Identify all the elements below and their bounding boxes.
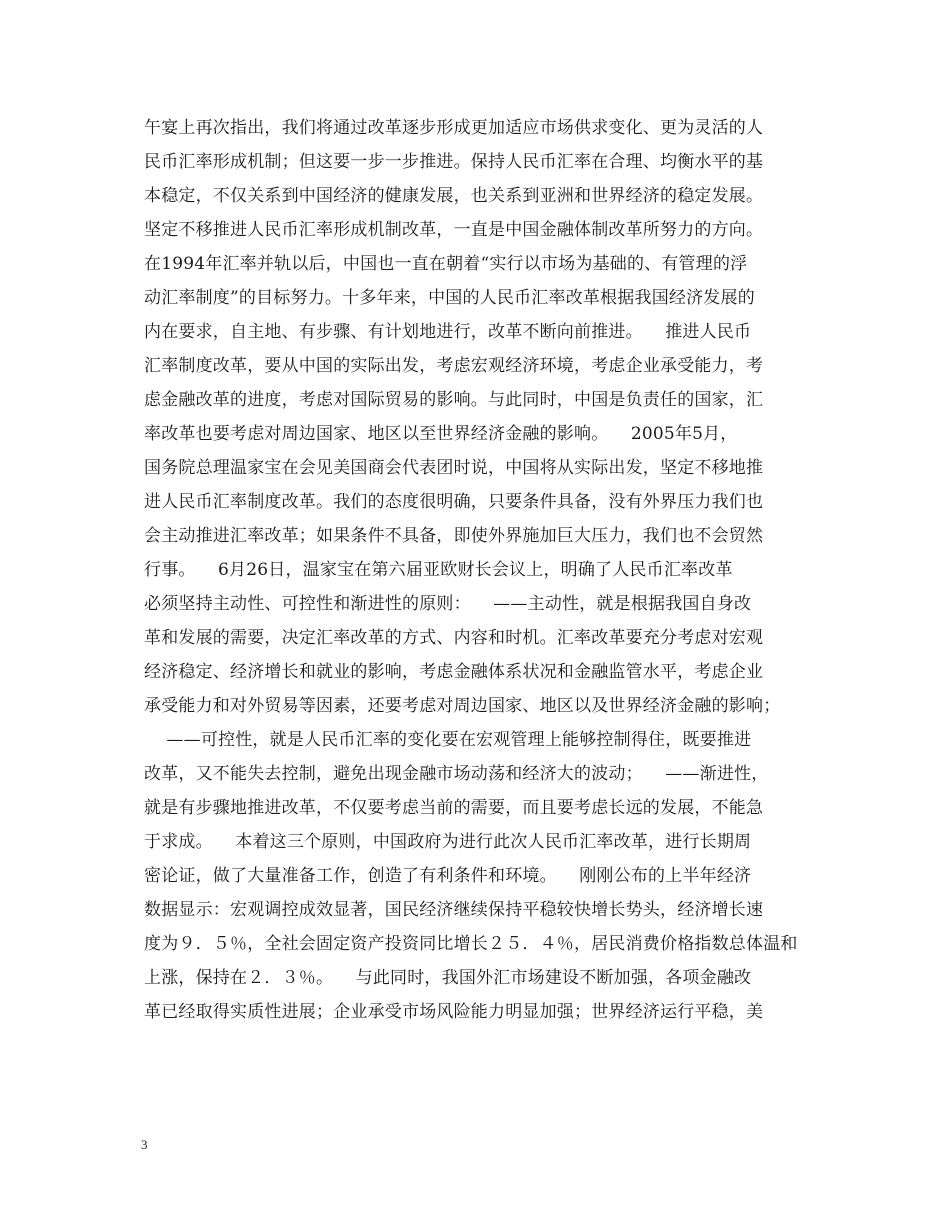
body-text-line: 进人民币汇率制度改革。我们的态度很明确，只要条件具备，没有外界压力我们也 [144,492,764,512]
body-text-line: 承受能力和对外贸易等因素，还要考虑对周边国家、地区以及世界经济金融的影响； [144,696,781,716]
body-text-line: 动汇率制度”的目标努力。十多年来，中国的人民币汇率改革根据我国经济发展的 [144,288,755,308]
body-text-line: 度为９．５％，全社会固定资产投资同比增长２５．４％，居民消费价格指数总体温和 [144,934,798,954]
body-text-line: 革和发展的需要，决定汇率改革的方式、内容和时机。汇率改革要充分考虑对宏观 [144,628,764,648]
body-text-line: 经济稳定、经济增长和就业的影响，考虑金融体系状况和金融监管水平，考虑企业 [144,662,764,682]
body-text-line: 在1994年汇率并轨以后，中国也一直在朝着“实行以市场为基础的、有管理的浮 [144,254,748,274]
body-text-line: 会主动推进汇率改革；如果条件不具备，即使外界施加巨大压力，我们也不会贸然 [144,526,764,546]
body-text-line: 率改革也要考虑对周边国家、地区以至世界经济金融的影响。 2005年5月， [144,424,738,444]
body-text-line: 坚定不移推进人民币汇率形成机制改革，一直是中国金融体制改革所努力的方向。 [144,220,764,240]
body-text-line: 午宴上再次指出，我们将通过改革逐步形成更加适应市场供求变化、更为灵活的人 [144,118,764,138]
body-text-line: 改革，又不能失去控制，避免出现金融市场动荡和经济大的波动； ——渐进性， [144,764,769,784]
body-text-line: 民币汇率形成机制；但这要一步一步推进。保持人民币汇率在合理、均衡水平的基 [144,152,764,172]
body-text-line: 行事。 6月26日，温家宝在第六届亚欧财长会议上，明确了人民币汇率改革 [144,560,733,580]
body-text-line: 数据显示：宏观调控成效显著，国民经济继续保持平稳较快增长势头，经济增长速 [144,900,764,920]
body-text-line: 内在要求，自主地、有步骤、有计划地进行，改革不断向前推进。 推进人民币 [144,322,752,342]
body-text-line: 上涨，保持在２．３％。 与此同时，我国外汇市场建设不断加强，各项金融改 [144,968,752,988]
body-text-line: 就是有步骤地推进改革，不仅要考虑当前的需要，而且要考虑长远的发展，不能急 [144,798,764,818]
body-text-line: 虑金融改革的进度，考虑对国际贸易的影响。与此同时，中国是负责任的国家，汇 [144,390,764,410]
body-text-line: 密论证，做了大量准备工作，创造了有利条件和环境。 刚刚公布的上半年经济 [144,866,752,886]
body-text-line: ——可控性，就是人民币汇率的变化要在宏观管理上能够控制得住，既要推进 [144,730,752,750]
page-number: 3 [141,1137,148,1152]
body-text-line: 汇率制度改革，要从中国的实际出发，考虑宏观经济环境，考虑企业承受能力，考 [144,356,764,376]
body-text-line: 必须坚持主动性、可控性和渐进性的原则： ——主动性，就是根据我国自身改 [144,594,752,614]
body-text-line: 本稳定，不仅关系到中国经济的健康发展，也关系到亚洲和世界经济的稳定发展。 [144,186,764,206]
body-text-line: 于求成。 本着这三个原则，中国政府为进行此次人民币汇率改革，进行长期周 [144,832,752,852]
body-text-line: 革已经取得实质性进展；企业承受市场风险能力明显加强；世界经济运行平稳，美 [144,1002,764,1022]
body-text-line: 国务院总理温家宝在会见美国商会代表团时说，中国将从实际出发，坚定不移地推 [144,458,764,478]
